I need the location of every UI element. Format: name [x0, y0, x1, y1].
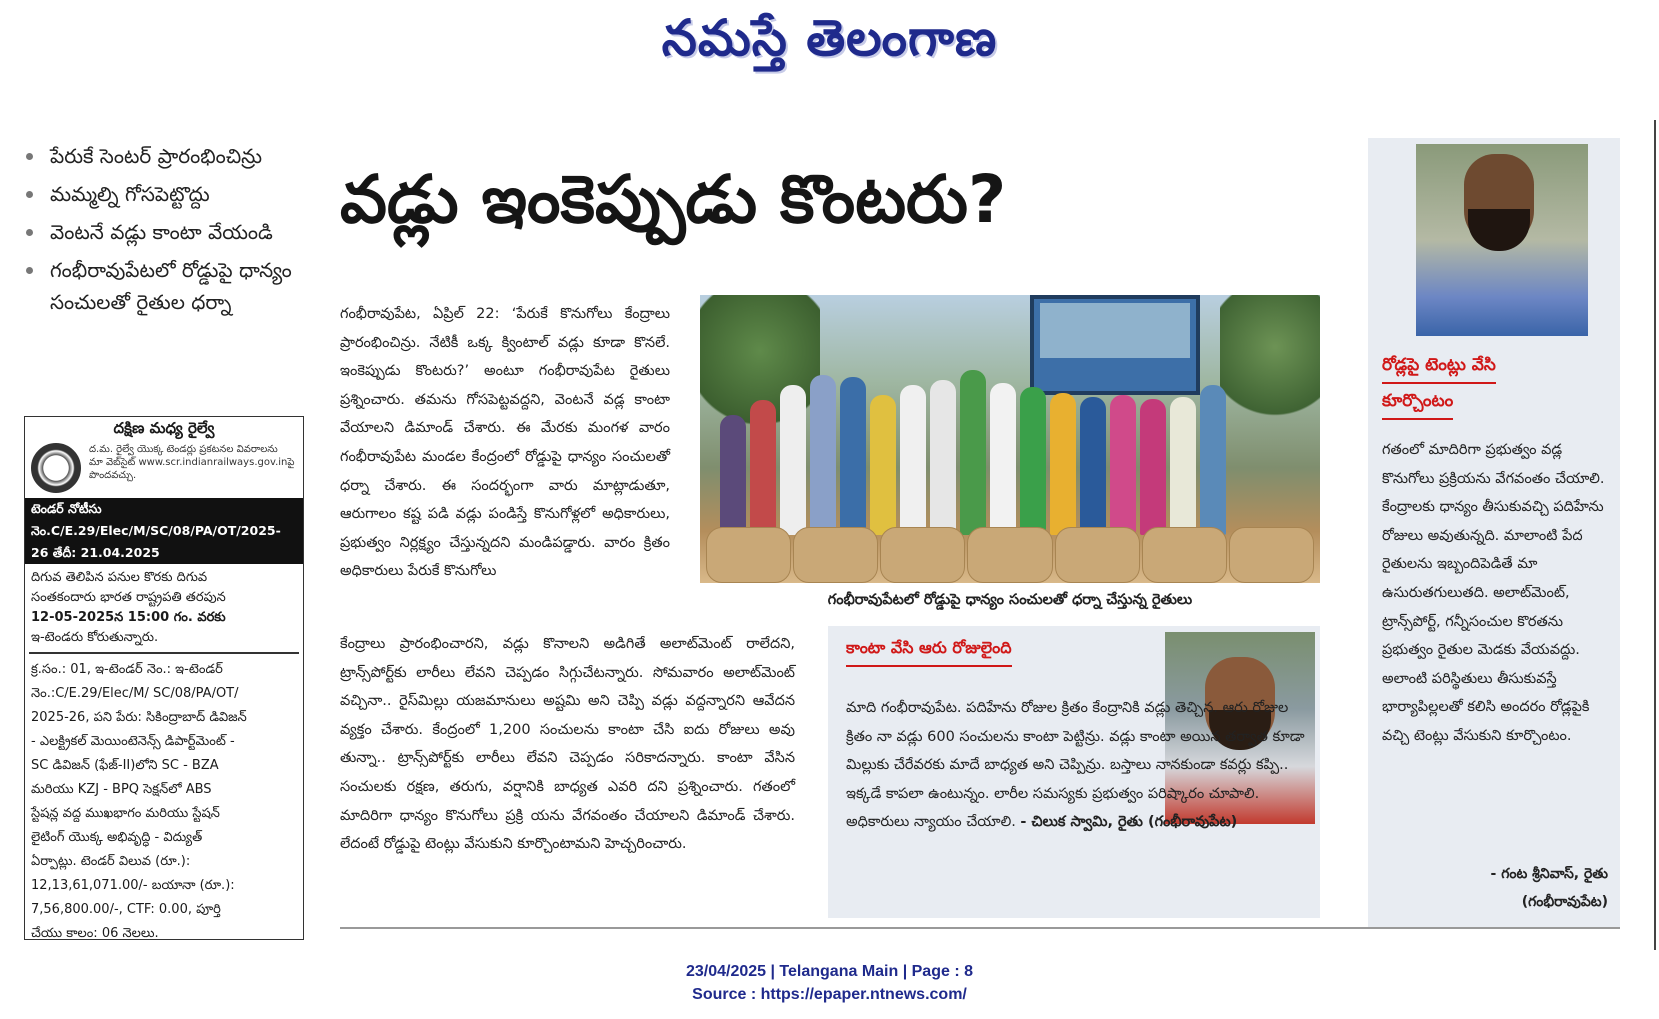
footer-source-link[interactable]: Source : https://epaper.ntnews.com/	[692, 986, 967, 1003]
right-divider	[1654, 120, 1656, 950]
ad-detail-line: 12,13,61,071.00/- బయానా (రూ.):	[31, 878, 235, 893]
sidebar-byline-place: (గంభీరావుపేట)	[1521, 894, 1608, 910]
ad-detail-box	[29, 652, 299, 940]
railway-logo-icon	[31, 443, 81, 493]
sidebar-subheading: రోడ్లపై టెంట్లు వేసి	[1382, 348, 1496, 384]
ad-detail-line: చేయు కాలం: 06 నెలలు.	[31, 926, 159, 940]
farmer-quote-box	[828, 626, 1320, 918]
ad-body-line: సంతకందారు భారత రాష్ట్రపతి తరపున	[31, 590, 226, 605]
quote-byline: - చిలుక స్వామి, రైతు (గంభీరావుపేట)	[1020, 814, 1238, 831]
ad-body-line: దిగువ తెలిపిన పనుల కొరకు దిగువ	[31, 570, 208, 585]
ad-detail-line: SC డివిజన్ (ఫేజ్-II)లోని SC - BZA	[31, 758, 219, 773]
ad-detail-line: - ఎలక్ట్రికల్ మెయింటెనెన్స్ డిపార్ట్‌మెంట్ -	[31, 734, 235, 749]
highlight-item: వెంటనే వడ్లు కాంటా వేయండి	[22, 216, 322, 248]
ad-detail-line: క్ర.సం.: 01, ఇ-టెండర్ నెం.: ఇ-టెండర్	[31, 662, 223, 677]
ad-title: దక్షిణ మధ్య రైల్వే	[113, 419, 215, 437]
ad-detail-line: నెం.:C/E.29/Elec/M/ SC/08/PA/OT/	[31, 686, 239, 701]
masthead-title: నమస్తే తెలంగాణ	[661, 8, 998, 67]
tender-notice-number: టెండర్ నోటీసు నెం.C/E.29/Elec/M/SC/08/PA/OT/2025-26 తేదీ: 21.04.2025	[25, 498, 303, 564]
page-footer	[0, 960, 1659, 1006]
quote-text: మాది గంభీరావుపేట. పదిహేను రోజుల క్రితం కేంద్రానికి వడ్లు తెచ్చిన. ఆరు రోజుల క్రితం నా వడ్లు 600 సంచులను కాంటా పెట్టిన్రు. వడ్లు కాంటా అయిన తర్వాత కూడా మిల్లుకు చేరేవరకు మాదే బాధ్యత అని చెప్పిన్రు. బస్తాలు నానకుండా కవర్లు కప్పి.. ఇక్కడే కాపలా ఉంటున్నం. లారీల సమస్యకు ప్రభుత్వం పరిష్కారం చూపాలి. అధికారులు న్యాయం చేయాలి.	[846, 700, 1305, 831]
bottom-divider	[340, 927, 1620, 929]
highlight-item: గంభీరావుపేటలో రోడ్డుపై ధాన్యం సంచులతో రైతుల ధర్నా	[22, 254, 322, 318]
article-continuation: కేంద్రాలు ప్రారంభించారని, వడ్లు కొనాలని అడిగితే అలాట్‌మెంట్ రాలేదని, ట్రాన్స్‌పోర్ట్‌కు లారీలు లేవని చెప్పడం సిగ్గుచేటన్నారు. సోమవారం అలాట్‌మెంట్ వచ్చినా.. రైస్‌మిల్లు యజమానులు అష్టమి అని చెప్పి వడ్లు వద్దన్నారని ఆవేదన వ్యక్తం చేశారు. కేంద్రంలో 1,200 సంచులను కాంటా చేసి ఐదు రోజులు అవు తున్నా.. ట్రాన్స్‌పోర్ట్‌కు లారీలు లేవని చెప్పడం సరికాదన్నారు. కాంటా వేసిన సంచులకు రక్షణ, తరుగు, వర్షానికి బాధ్యత ఎవరి దని ప్రశ్నించారు. గతంలో మాదిరిగా ధాన్యం కొనుగోలు ప్రక్రి యను వేగవంతం చేయాలని డిమాండ్ చేశారు. లేదంటే రోడ్డుపై టెంట్లు వేసుకుని కూర్చొంటామని హెచ్చరించారు.	[340, 636, 795, 853]
ad-detail-line: ఏర్పాట్లు. టెండర్ విలువ (రూ.):	[31, 854, 191, 869]
farmers-protest-photo	[700, 295, 1320, 583]
photo-caption: గంభీరావుపేటలో రోడ్డుపై ధాన్యం సంచులతో ధర్నా చేస్తున్న రైతులు	[827, 592, 1193, 608]
ad-detail-line: స్టేషన్ల వద్ద ముఖభాగం మరియు స్టేషన్	[31, 806, 220, 821]
quote-subheading: కాంటా వేసి ఆరు రోజులైంది	[846, 638, 1012, 667]
sidebar-subheading: కూర్చొంటం	[1382, 384, 1453, 420]
sidebar-byline-name: - గంట శ్రీనివాస్, రైతు	[1490, 866, 1608, 882]
ad-body-line: 12-05-2025న 15:00 గం. వరకు	[31, 610, 226, 625]
ad-detail-line: లైటింగ్ యొక్క అభివృద్ధి - విద్యుత్	[31, 830, 203, 845]
ad-body-line: ఇ-టెండరు కోరుతున్నారు.	[31, 630, 159, 645]
highlights-list	[22, 140, 322, 324]
ad-detail-line: మరియు KZJ - BPQ సెక్షన్‌లో ABS	[31, 782, 212, 797]
article-headline: వడ్లు ఇంకెప్పుడు కొంటరు?	[340, 161, 1007, 238]
article-lead: గంభీరావుపేట, ఏప్రిల్ 22: ‘పేరుకే కొనుగోలు కేంద్రాలు ప్రారంభించిన్రు. నేటికీ ఒక్క క్వింటాల్ వడ్లు కూడా కొనలే. ఇంకెప్పుడు కొంటరు?’ అంటూ గంభీరావుపేట రైతులు ప్రశ్నించారు. తమను గోసపెట్టవద్దని, వెంటనే వడ్ల కాంటా వేయాలని డిమాండ్ చేశారు. ఈ మేరకు మంగళ వారం గంభీరావుపేట మండల కేంద్రంలో రోడ్డుపై ధాన్యం సంచులతో ధర్నా చేశారు. ఈ సందర్భంగా వారు మాట్లాడుతూ, ఆరుగాలం కష్ట పడి వడ్లు పండిస్తే కొనుగోళ్లలో అధికారులు, ప్రభుత్వం నిర్లక్ష్యం చేస్తున్నదని మండిపడ్డారు. వారం క్రితం అధికారులు పేరుకే కొనుగోలు	[340, 306, 670, 580]
railway-tender-ad	[24, 416, 304, 940]
sidebar-text: గతంలో మాదిరిగా ప్రభుత్వం వడ్ల కొనుగోలు ప్రక్రియను వేగవంతం చేయాలి. కేంద్రాలకు ధాన్యం తీసుకువచ్చి పదిహేను రోజులు అవుతున్నది. మాలాంటి పేద రైతులను ఇబ్బందిపెడితే మా ఉసురుతగులుతది. అలాట్‌మెంట్, ట్రాన్స్‌పోర్ట్, గన్నీసంచుల కొరతను ప్రభుత్వం రైతుల మెడకు వేయవద్దు. అలాంటి పరిస్థితులు తీసుకువస్తే భార్యాపిల్లలతో కలిసి అందరం రోడ్లపైకి వచ్చి టెంట్లు వేసుకుని కూర్చొంటం.	[1382, 442, 1605, 744]
footer-date-line: 23/04/2025 | Telangana Main | Page : 8	[685, 963, 973, 980]
ad-body	[25, 564, 303, 652]
highlight-item: పేరుకే సెంటర్ ప్రారంభించిన్రు	[22, 140, 322, 172]
ad-line: మా వెబ్‌సైట్ www.scr.indianrailways.gov.inపై పొందవచ్చు.	[89, 457, 295, 481]
highlight-item: మమ్మల్ని గోసపెట్టొద్దు	[22, 178, 322, 210]
ad-detail-line: 7,56,800.00/-, CTF: 0.00, పూర్తి	[31, 902, 221, 917]
farmer-portrait-photo	[1416, 144, 1588, 336]
ad-line: ద.మ. రైల్వే యొక్క టెండర్లు ప్రకటనల వివరాలను	[89, 444, 278, 455]
sidebar-quote-box	[1368, 138, 1620, 928]
ad-detail-line: 2025-26, పని పేరు: సికింద్రాబాద్ డివిజన్	[31, 710, 247, 725]
